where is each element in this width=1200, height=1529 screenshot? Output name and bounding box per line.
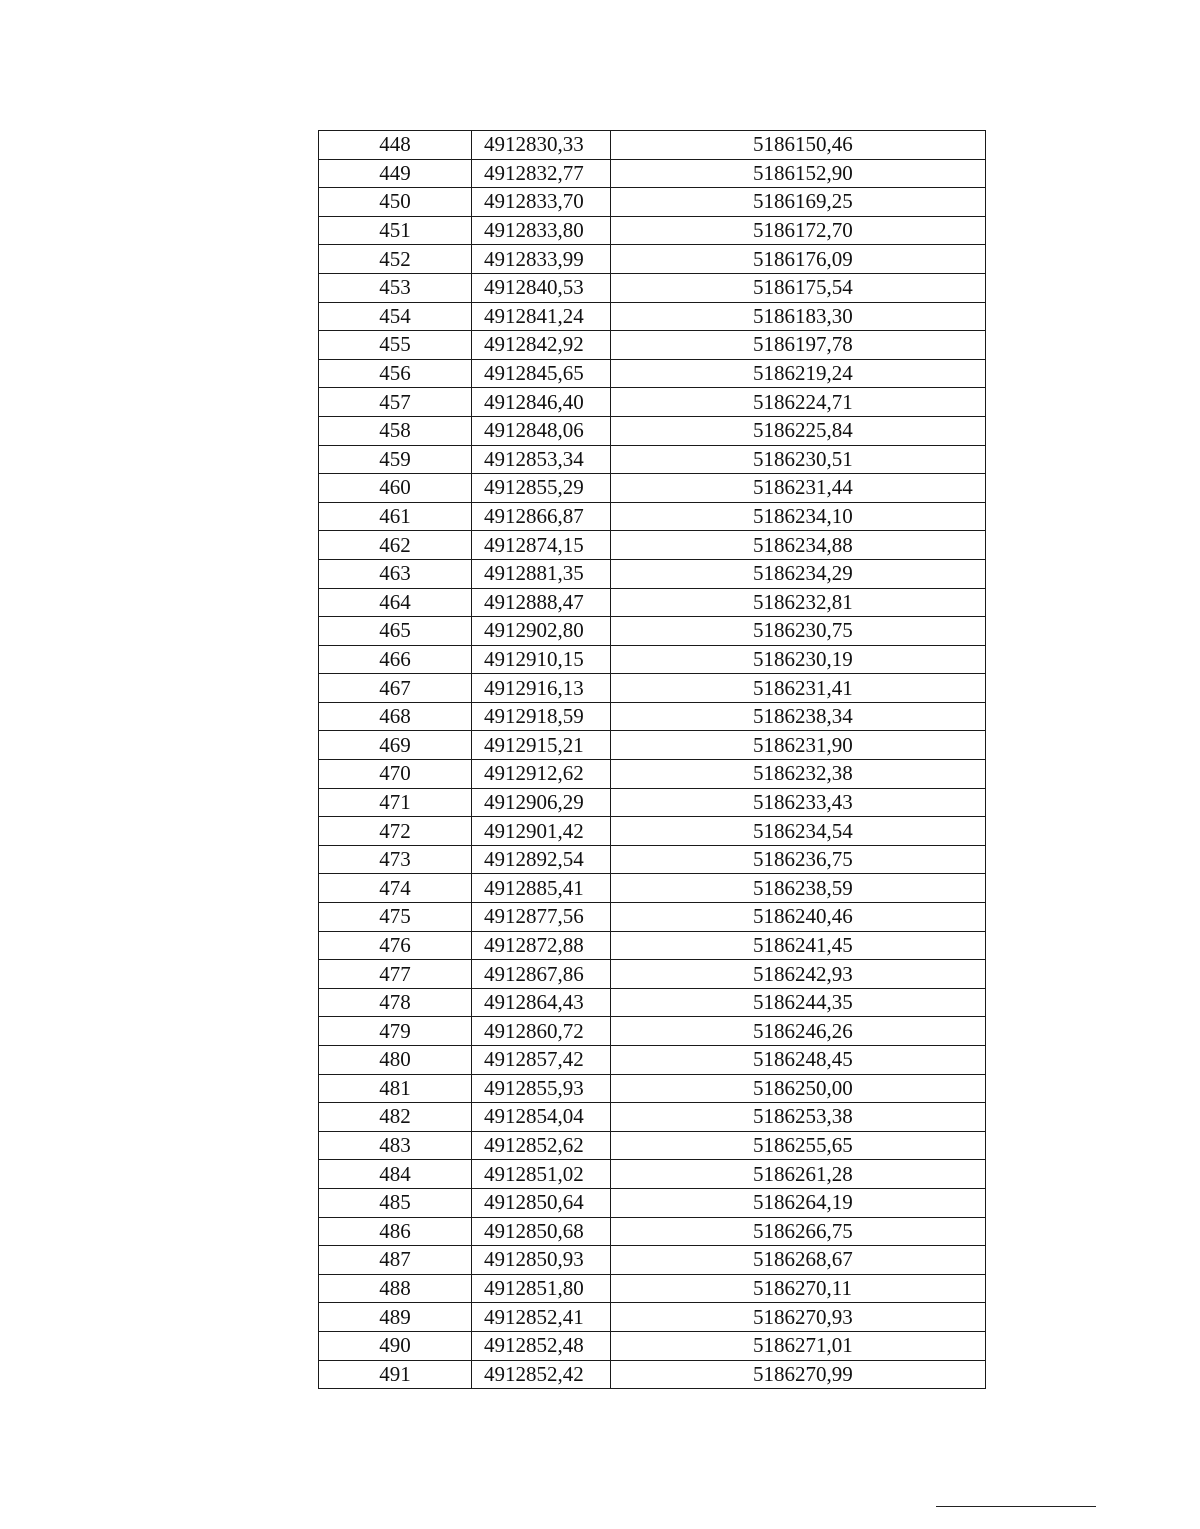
point-number-cell: 466 bbox=[319, 645, 472, 674]
table-row bbox=[319, 1246, 986, 1275]
x-coordinate-cell: 4912888,47 bbox=[472, 588, 611, 617]
table-row bbox=[319, 1017, 986, 1046]
point-number-cell: 462 bbox=[319, 531, 472, 560]
x-coordinate-cell: 4912860,72 bbox=[472, 1017, 611, 1046]
point-number-cell: 472 bbox=[319, 817, 472, 846]
x-coordinate-cell: 4912916,13 bbox=[472, 674, 611, 703]
point-number-cell: 482 bbox=[319, 1103, 472, 1132]
x-coordinate-cell: 4912885,41 bbox=[472, 874, 611, 903]
table-row bbox=[319, 502, 986, 531]
table-row bbox=[319, 874, 986, 903]
y-coordinate-cell: 5186232,81 bbox=[611, 588, 986, 617]
x-coordinate-cell: 4912881,35 bbox=[472, 559, 611, 588]
y-coordinate-cell: 5186236,75 bbox=[611, 845, 986, 874]
point-number-cell: 488 bbox=[319, 1274, 472, 1303]
x-coordinate-cell: 4912855,93 bbox=[472, 1074, 611, 1103]
y-coordinate-cell: 5186234,29 bbox=[611, 559, 986, 588]
table-row bbox=[319, 302, 986, 331]
x-coordinate-cell: 4912852,48 bbox=[472, 1331, 611, 1360]
table-row bbox=[319, 845, 986, 874]
point-number-cell: 481 bbox=[319, 1074, 472, 1103]
y-coordinate-cell: 5186234,54 bbox=[611, 817, 986, 846]
point-number-cell: 464 bbox=[319, 588, 472, 617]
y-coordinate-cell: 5186150,46 bbox=[611, 131, 986, 160]
x-coordinate-cell: 4912852,42 bbox=[472, 1360, 611, 1389]
point-number-cell: 468 bbox=[319, 702, 472, 731]
table-row bbox=[319, 931, 986, 960]
coordinates-table-body bbox=[319, 131, 986, 1389]
point-number-cell: 477 bbox=[319, 960, 472, 989]
y-coordinate-cell: 5186169,25 bbox=[611, 188, 986, 217]
x-coordinate-cell: 4912910,15 bbox=[472, 645, 611, 674]
table-row bbox=[319, 445, 986, 474]
point-number-cell: 487 bbox=[319, 1246, 472, 1275]
point-number-cell: 459 bbox=[319, 445, 472, 474]
y-coordinate-cell: 5186225,84 bbox=[611, 416, 986, 445]
x-coordinate-cell: 4912851,02 bbox=[472, 1160, 611, 1189]
point-number-cell: 451 bbox=[319, 216, 472, 245]
x-coordinate-cell: 4912912,62 bbox=[472, 760, 611, 789]
x-coordinate-cell: 4912902,80 bbox=[472, 617, 611, 646]
table-row bbox=[319, 702, 986, 731]
table-row bbox=[319, 1274, 986, 1303]
y-coordinate-cell: 5186268,67 bbox=[611, 1246, 986, 1275]
y-coordinate-cell: 5186250,00 bbox=[611, 1074, 986, 1103]
table-row bbox=[319, 1046, 986, 1075]
point-number-cell: 453 bbox=[319, 273, 472, 302]
y-coordinate-cell: 5186231,90 bbox=[611, 731, 986, 760]
table-row bbox=[319, 731, 986, 760]
point-number-cell: 473 bbox=[319, 845, 472, 874]
point-number-cell: 449 bbox=[319, 159, 472, 188]
point-number-cell: 460 bbox=[319, 474, 472, 503]
point-number-cell: 476 bbox=[319, 931, 472, 960]
x-coordinate-cell: 4912864,43 bbox=[472, 988, 611, 1017]
x-coordinate-cell: 4912850,64 bbox=[472, 1188, 611, 1217]
table-row bbox=[319, 1331, 986, 1360]
table-row bbox=[319, 1360, 986, 1389]
y-coordinate-cell: 5186241,45 bbox=[611, 931, 986, 960]
y-coordinate-cell: 5186238,59 bbox=[611, 874, 986, 903]
x-coordinate-cell: 4912852,41 bbox=[472, 1303, 611, 1332]
y-coordinate-cell: 5186244,35 bbox=[611, 988, 986, 1017]
y-coordinate-cell: 5186270,99 bbox=[611, 1360, 986, 1389]
x-coordinate-cell: 4912842,92 bbox=[472, 331, 611, 360]
x-coordinate-cell: 4912832,77 bbox=[472, 159, 611, 188]
x-coordinate-cell: 4912906,29 bbox=[472, 788, 611, 817]
point-number-cell: 463 bbox=[319, 559, 472, 588]
y-coordinate-cell: 5186234,10 bbox=[611, 502, 986, 531]
point-number-cell: 457 bbox=[319, 388, 472, 417]
y-coordinate-cell: 5186264,19 bbox=[611, 1188, 986, 1217]
x-coordinate-cell: 4912833,80 bbox=[472, 216, 611, 245]
x-coordinate-cell: 4912845,65 bbox=[472, 359, 611, 388]
point-number-cell: 490 bbox=[319, 1331, 472, 1360]
y-coordinate-cell: 5186271,01 bbox=[611, 1331, 986, 1360]
x-coordinate-cell: 4912901,42 bbox=[472, 817, 611, 846]
y-coordinate-cell: 5186234,88 bbox=[611, 531, 986, 560]
x-coordinate-cell: 4912850,68 bbox=[472, 1217, 611, 1246]
x-coordinate-cell: 4912853,34 bbox=[472, 445, 611, 474]
point-number-cell: 461 bbox=[319, 502, 472, 531]
y-coordinate-cell: 5186230,51 bbox=[611, 445, 986, 474]
y-coordinate-cell: 5186246,26 bbox=[611, 1017, 986, 1046]
y-coordinate-cell: 5186172,70 bbox=[611, 216, 986, 245]
table-row bbox=[319, 674, 986, 703]
point-number-cell: 474 bbox=[319, 874, 472, 903]
x-coordinate-cell: 4912892,54 bbox=[472, 845, 611, 874]
y-coordinate-cell: 5186248,45 bbox=[611, 1046, 986, 1075]
table-row bbox=[319, 474, 986, 503]
table-row bbox=[319, 760, 986, 789]
table-row bbox=[319, 1074, 986, 1103]
point-number-cell: 448 bbox=[319, 131, 472, 160]
y-coordinate-cell: 5186233,43 bbox=[611, 788, 986, 817]
table-row bbox=[319, 159, 986, 188]
x-coordinate-cell: 4912850,93 bbox=[472, 1246, 611, 1275]
table-row bbox=[319, 817, 986, 846]
y-coordinate-cell: 5186232,38 bbox=[611, 760, 986, 789]
x-coordinate-cell: 4912833,99 bbox=[472, 245, 611, 274]
x-coordinate-cell: 4912877,56 bbox=[472, 903, 611, 932]
table-row bbox=[319, 273, 986, 302]
table-row bbox=[319, 1303, 986, 1332]
table-row bbox=[319, 388, 986, 417]
y-coordinate-cell: 5186175,54 bbox=[611, 273, 986, 302]
x-coordinate-cell: 4912915,21 bbox=[472, 731, 611, 760]
point-number-cell: 469 bbox=[319, 731, 472, 760]
point-number-cell: 486 bbox=[319, 1217, 472, 1246]
point-number-cell: 455 bbox=[319, 331, 472, 360]
x-coordinate-cell: 4912840,53 bbox=[472, 273, 611, 302]
point-number-cell: 452 bbox=[319, 245, 472, 274]
point-number-cell: 484 bbox=[319, 1160, 472, 1189]
y-coordinate-cell: 5186152,90 bbox=[611, 159, 986, 188]
point-number-cell: 471 bbox=[319, 788, 472, 817]
table-row bbox=[319, 559, 986, 588]
point-number-cell: 491 bbox=[319, 1360, 472, 1389]
y-coordinate-cell: 5186242,93 bbox=[611, 960, 986, 989]
point-number-cell: 475 bbox=[319, 903, 472, 932]
y-coordinate-cell: 5186231,44 bbox=[611, 474, 986, 503]
x-coordinate-cell: 4912874,15 bbox=[472, 531, 611, 560]
table-row bbox=[319, 531, 986, 560]
x-coordinate-cell: 4912854,04 bbox=[472, 1103, 611, 1132]
x-coordinate-cell: 4912848,06 bbox=[472, 416, 611, 445]
table-row bbox=[319, 1160, 986, 1189]
y-coordinate-cell: 5186266,75 bbox=[611, 1217, 986, 1246]
footer-rule bbox=[936, 1506, 1096, 1507]
x-coordinate-cell: 4912846,40 bbox=[472, 388, 611, 417]
x-coordinate-cell: 4912855,29 bbox=[472, 474, 611, 503]
table-row bbox=[319, 359, 986, 388]
point-number-cell: 458 bbox=[319, 416, 472, 445]
y-coordinate-cell: 5186197,78 bbox=[611, 331, 986, 360]
y-coordinate-cell: 5186231,41 bbox=[611, 674, 986, 703]
y-coordinate-cell: 5186238,34 bbox=[611, 702, 986, 731]
table-row bbox=[319, 188, 986, 217]
x-coordinate-cell: 4912841,24 bbox=[472, 302, 611, 331]
point-number-cell: 483 bbox=[319, 1131, 472, 1160]
point-number-cell: 470 bbox=[319, 760, 472, 789]
table-row bbox=[319, 588, 986, 617]
table-row bbox=[319, 1131, 986, 1160]
y-coordinate-cell: 5186224,71 bbox=[611, 388, 986, 417]
coordinates-table bbox=[318, 130, 986, 1389]
y-coordinate-cell: 5186255,65 bbox=[611, 1131, 986, 1160]
point-number-cell: 489 bbox=[319, 1303, 472, 1332]
x-coordinate-cell: 4912851,80 bbox=[472, 1274, 611, 1303]
y-coordinate-cell: 5186230,75 bbox=[611, 617, 986, 646]
y-coordinate-cell: 5186219,24 bbox=[611, 359, 986, 388]
table-row bbox=[319, 216, 986, 245]
point-number-cell: 485 bbox=[319, 1188, 472, 1217]
x-coordinate-cell: 4912830,33 bbox=[472, 131, 611, 160]
point-number-cell: 465 bbox=[319, 617, 472, 646]
point-number-cell: 450 bbox=[319, 188, 472, 217]
table-row bbox=[319, 331, 986, 360]
x-coordinate-cell: 4912872,88 bbox=[472, 931, 611, 960]
table-row bbox=[319, 788, 986, 817]
y-coordinate-cell: 5186230,19 bbox=[611, 645, 986, 674]
table-row bbox=[319, 960, 986, 989]
table-row bbox=[319, 1217, 986, 1246]
point-number-cell: 479 bbox=[319, 1017, 472, 1046]
table-row bbox=[319, 131, 986, 160]
point-number-cell: 467 bbox=[319, 674, 472, 703]
table-row bbox=[319, 245, 986, 274]
table-row bbox=[319, 617, 986, 646]
y-coordinate-cell: 5186270,93 bbox=[611, 1303, 986, 1332]
table-row bbox=[319, 1103, 986, 1132]
point-number-cell: 454 bbox=[319, 302, 472, 331]
y-coordinate-cell: 5186253,38 bbox=[611, 1103, 986, 1132]
x-coordinate-cell: 4912867,86 bbox=[472, 960, 611, 989]
point-number-cell: 480 bbox=[319, 1046, 472, 1075]
x-coordinate-cell: 4912857,42 bbox=[472, 1046, 611, 1075]
x-coordinate-cell: 4912866,87 bbox=[472, 502, 611, 531]
x-coordinate-cell: 4912852,62 bbox=[472, 1131, 611, 1160]
y-coordinate-cell: 5186183,30 bbox=[611, 302, 986, 331]
y-coordinate-cell: 5186176,09 bbox=[611, 245, 986, 274]
table-row bbox=[319, 903, 986, 932]
y-coordinate-cell: 5186261,28 bbox=[611, 1160, 986, 1189]
table-row bbox=[319, 416, 986, 445]
point-number-cell: 456 bbox=[319, 359, 472, 388]
table-row bbox=[319, 988, 986, 1017]
point-number-cell: 478 bbox=[319, 988, 472, 1017]
x-coordinate-cell: 4912833,70 bbox=[472, 188, 611, 217]
y-coordinate-cell: 5186270,11 bbox=[611, 1274, 986, 1303]
table-row bbox=[319, 645, 986, 674]
x-coordinate-cell: 4912918,59 bbox=[472, 702, 611, 731]
y-coordinate-cell: 5186240,46 bbox=[611, 903, 986, 932]
table-row bbox=[319, 1188, 986, 1217]
